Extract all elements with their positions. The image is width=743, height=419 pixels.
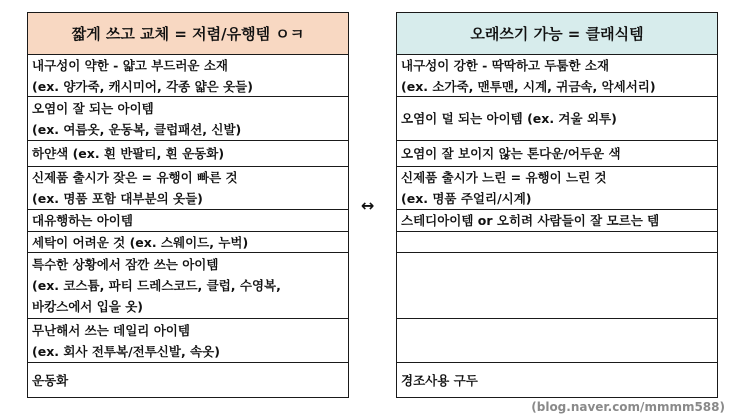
short-use-header: 짧게 쓰고 교체 = 저렴/유행템 ㅇㅋ <box>28 13 348 55</box>
table-row: 신제품 출시가 느린 = 유행이 느린 것 (ex. 명품 주얼리/시계) <box>397 167 717 210</box>
long-use-table <box>396 12 718 398</box>
source-credit: (blog.naver.com/mmmm588) <box>531 400 725 414</box>
short-use-table <box>27 12 349 398</box>
table-row: 세탁이 어려운 것 (ex. 스웨이드, 누벅) <box>28 232 348 253</box>
long-use-header: 오래쓰기 가능 = 클래식템 <box>397 13 717 55</box>
table-row: 오염이 잘 되는 아이템 (ex. 여름옷, 운동복, 클럽패션, 신발) <box>28 97 348 141</box>
table-row: 무난해서 쓰는 데일리 아이템 (ex. 회사 전투복/전투신발, 속옷) <box>28 319 348 363</box>
table-row: 운동화 <box>32 372 69 388</box>
table-row-empty <box>397 232 717 253</box>
table-row: 대유행하는 아이템 <box>28 210 348 232</box>
table-row: 신제품 출시가 잦은 = 유행이 빠른 것 (ex. 명품 포함 대부분의 옷들) <box>28 167 348 210</box>
left-right-arrow-icon: ↔ <box>361 196 375 215</box>
table-row: 내구성이 강한 - 딱딱하고 두툼한 소재 (ex. 소가죽, 맨투맨, 시계, 귀금속, 악세서리) <box>397 55 717 97</box>
table-row-empty <box>397 253 717 319</box>
table-row-empty <box>397 319 717 363</box>
table-row: 경조사용 구두 <box>401 372 478 388</box>
table-row: 내구성이 약한 - 얇고 부드러운 소재 (ex. 양가죽, 캐시미어, 각종 얇은 옷들) <box>28 55 348 97</box>
table-row: 스테디아이템 or 오히려 사람들이 잘 모르는 템 <box>397 210 717 232</box>
table-row: 특수한 상황에서 잠깐 쓰는 아이템 (ex. 코스튬, 파티 드레스코드, 클럽, 수영복, 바캉스에서 입을 옷) <box>28 253 348 319</box>
table-row: 오염이 잘 보이지 않는 톤다운/어두운 색 <box>397 141 717 167</box>
table-row: 하얀색 (ex. 흰 반팔티, 흰 운동화) <box>28 141 348 167</box>
table-row: 오염이 덜 되는 아이템 (ex. 겨울 외투) <box>397 97 717 141</box>
